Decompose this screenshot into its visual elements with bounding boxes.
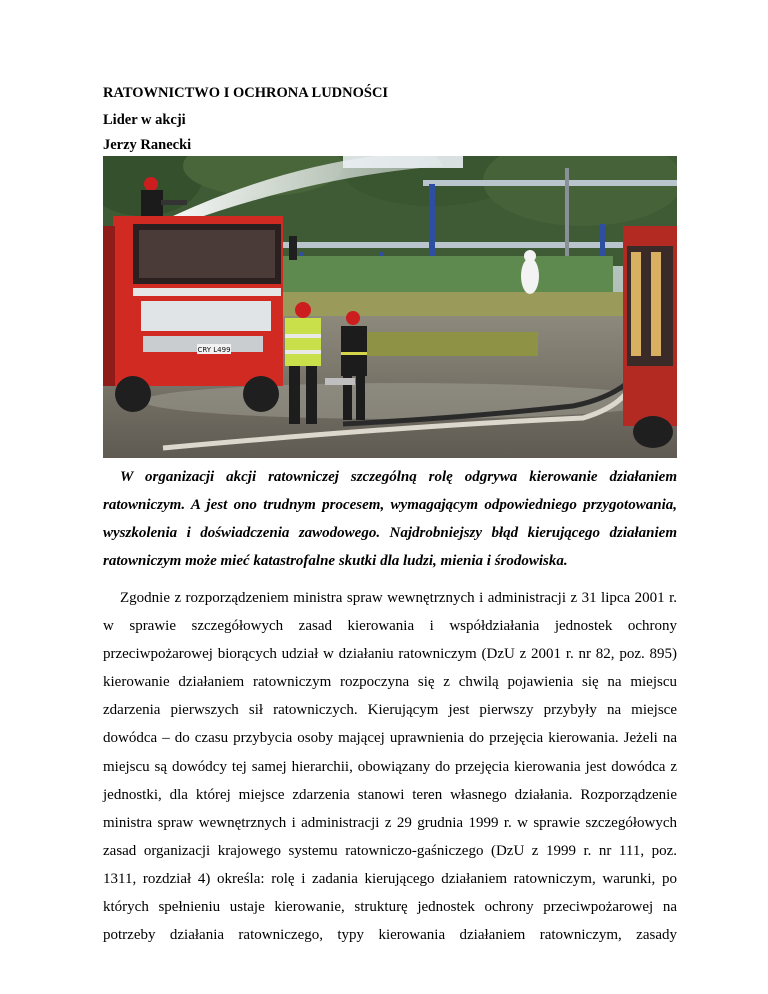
body-line: których spełnieniu ustaje kierowanie, strukturę jednostek ochrony przeciwpożarowej na: [103, 899, 677, 916]
body-line: ministra spraw wewnętrznych i administracji z 29 grudnia 1999 r. w sprawie szczegółowych: [103, 814, 677, 831]
body-line: potrzeby działania ratowniczego, typy kierowania działaniem ratowniczym, zasady: [103, 927, 677, 944]
document-author: Jerzy Ranecki: [103, 137, 192, 153]
lead-line: wyszkolenia i doświadczenia zawodowego. Najdrobniejszy błąd kierującego działaniem: [103, 525, 677, 541]
firefighters-photo: [103, 156, 677, 458]
body-paragraph: [103, 584, 677, 949]
body-line: jednostki, dla której miejsce zdarzenia stanowi teren własnego działania. Rozporządzenie: [103, 786, 677, 803]
body-line: Zgodnie z rozporządzeniem ministra spraw wewnętrznych i administracji z 31 lipca 2001 r.: [120, 590, 677, 606]
body-line: 1311, rozdział 4) określa: rolę i zadania kierującego działaniem ratowniczym, warunki, po: [103, 870, 677, 887]
document-subtitle: Lider w akcji: [103, 112, 186, 128]
body-line: dowódca – do czasu przybycia osoby mającej uprawnienia do przejęcia kierowania. Jeżeli na: [103, 730, 677, 747]
lead-paragraph: [103, 463, 677, 575]
lead-line: ratowniczym. A jest ono trudnym procesem, wymagającym odpowiedniego przygotowania,: [103, 497, 677, 513]
body-line: miejscu są dowódcy tej samej hierarchii, obowiązany do przejęcia kierowania jest dowódca z: [103, 758, 677, 775]
document-title: RATOWNICTWO I OCHRONA LUDNOŚCI: [103, 85, 389, 101]
body-line: zasad organizacji krajowego systemu ratowniczo-gaśniczego (DzU z 1999 r. nr 111, poz.: [103, 842, 677, 859]
license-plate: CRY L499: [197, 346, 231, 354]
body-line: w sprawie szczegółowych zasad kierowania i współdziałania jednostek ochrony: [103, 618, 677, 635]
lead-line: ratowniczym może mieć katastrofalne skutki dla ludzi, mienia i środowiska.: [103, 553, 568, 569]
body-line: przeciwpożarowej biorących udział w działaniu ratowniczym (DzU z 2001 r. nr 82, poz. 895): [103, 646, 677, 663]
body-line: kierowanie działaniem ratowniczym rozpoczyna się z chwilą pojawienia się na miejscu: [103, 674, 677, 691]
lead-line: W organizacji akcji ratowniczej szczególną rolę odgrywa kierowanie działaniem: [120, 469, 677, 485]
body-line: zdarzenia pierwszych sił ratowniczych. Kierującym jest pierwszy przybyły na miejsce: [103, 702, 677, 719]
